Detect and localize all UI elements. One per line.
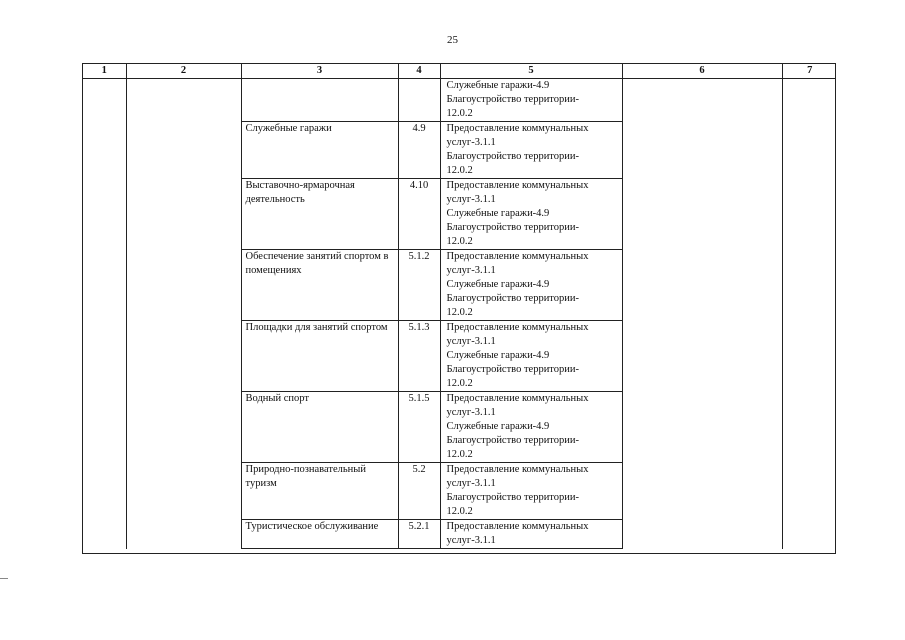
column-6-cell bbox=[622, 79, 782, 549]
auxiliary-use-line: Служебные гаражи-4.9 bbox=[446, 350, 550, 361]
auxiliary-use-line: Предоставление коммунальных bbox=[446, 251, 589, 262]
auxiliary-uses-cell bbox=[440, 250, 622, 321]
auxiliary-use-line: Предоставление коммунальных bbox=[446, 521, 589, 532]
scan-edge-mark bbox=[0, 578, 8, 579]
use-code-cell: 5.1.5 bbox=[398, 392, 440, 463]
auxiliary-uses-cell bbox=[440, 79, 622, 122]
column-header-2: 2 bbox=[126, 64, 241, 79]
use-name-cell bbox=[241, 79, 398, 122]
use-code-cell: 5.2.1 bbox=[398, 520, 440, 549]
header-row bbox=[83, 64, 836, 79]
use-code-cell: 5.1.2 bbox=[398, 250, 440, 321]
auxiliary-use-line: 12.0.2 bbox=[446, 108, 473, 119]
auxiliary-use-line: Служебные гаражи-4.9 bbox=[446, 208, 550, 219]
column-2-cell bbox=[126, 79, 241, 549]
auxiliary-use-line: услуг-3.1.1 bbox=[446, 265, 496, 276]
use-code-cell: 4.10 bbox=[398, 179, 440, 250]
auxiliary-use-line: услуг-3.1.1 bbox=[446, 137, 496, 148]
regulations-table bbox=[83, 64, 836, 549]
auxiliary-use-line: услуг-3.1.1 bbox=[446, 336, 496, 347]
auxiliary-use-line: Предоставление коммунальных bbox=[446, 464, 589, 475]
use-code-cell: 5.1.3 bbox=[398, 321, 440, 392]
column-header-3: 3 bbox=[241, 64, 398, 79]
table-row bbox=[83, 79, 836, 122]
auxiliary-use-line: Предоставление коммунальных bbox=[446, 123, 589, 134]
auxiliary-use-line: Благоустройство территории- bbox=[446, 364, 579, 375]
use-name-cell: Выставочно-ярмарочная деятельность bbox=[241, 179, 398, 250]
column-header-5: 5 bbox=[440, 64, 622, 79]
auxiliary-use-line: услуг-3.1.1 bbox=[446, 535, 496, 546]
auxiliary-uses-cell bbox=[440, 520, 622, 549]
use-name-cell: Природно-познавательный туризм bbox=[241, 463, 398, 520]
auxiliary-use-line: Благоустройство территории- bbox=[446, 151, 579, 162]
use-code-cell: 5.2 bbox=[398, 463, 440, 520]
auxiliary-uses-cell bbox=[440, 463, 622, 520]
auxiliary-use-line: Благоустройство территории- bbox=[446, 492, 579, 503]
auxiliary-use-line: услуг-3.1.1 bbox=[446, 478, 496, 489]
auxiliary-use-line: Благоустройство территории- bbox=[446, 222, 579, 233]
auxiliary-use-line: 12.0.2 bbox=[446, 307, 473, 318]
auxiliary-use-line: Служебные гаражи-4.9 bbox=[446, 80, 550, 91]
page-number: 25 bbox=[447, 34, 458, 46]
column-header-4: 4 bbox=[398, 64, 440, 79]
auxiliary-use-line: Благоустройство территории- bbox=[446, 435, 579, 446]
auxiliary-use-line: Предоставление коммунальных bbox=[446, 322, 589, 333]
use-code-cell: 4.9 bbox=[398, 122, 440, 179]
auxiliary-use-line: Предоставление коммунальных bbox=[446, 180, 589, 191]
regulations-table-frame bbox=[82, 63, 836, 554]
column-header-7: 7 bbox=[782, 64, 836, 79]
column-header-6: 6 bbox=[622, 64, 782, 79]
auxiliary-use-line: 12.0.2 bbox=[446, 506, 473, 517]
auxiliary-use-line: Служебные гаражи-4.9 bbox=[446, 421, 550, 432]
use-name-cell: Водный спорт bbox=[241, 392, 398, 463]
use-name-cell: Площадки для занятий спортом bbox=[241, 321, 398, 392]
auxiliary-use-line: Благоустройство территории- bbox=[446, 293, 579, 304]
auxiliary-uses-cell bbox=[440, 122, 622, 179]
column-7-cell bbox=[782, 79, 836, 549]
column-header-1: 1 bbox=[83, 64, 126, 79]
auxiliary-use-line: 12.0.2 bbox=[446, 378, 473, 389]
auxiliary-uses-cell bbox=[440, 179, 622, 250]
use-name-cell: Служебные гаражи bbox=[241, 122, 398, 179]
use-name-cell: Обеспечение занятий спортом в помещениях bbox=[241, 250, 398, 321]
use-name-cell: Туристическое обслуживание bbox=[241, 520, 398, 549]
use-code-cell bbox=[398, 79, 440, 122]
auxiliary-use-line: услуг-3.1.1 bbox=[446, 194, 496, 205]
auxiliary-use-line: Предоставление коммунальных bbox=[446, 393, 589, 404]
auxiliary-use-line: услуг-3.1.1 bbox=[446, 407, 496, 418]
auxiliary-use-line: Благоустройство территории- bbox=[446, 94, 579, 105]
auxiliary-uses-cell bbox=[440, 392, 622, 463]
auxiliary-use-line: 12.0.2 bbox=[446, 165, 473, 176]
auxiliary-use-line: Служебные гаражи-4.9 bbox=[446, 279, 550, 290]
table-body bbox=[83, 79, 836, 549]
column-1-cell bbox=[83, 79, 126, 549]
auxiliary-uses-cell bbox=[440, 321, 622, 392]
auxiliary-use-line: 12.0.2 bbox=[446, 449, 473, 460]
auxiliary-use-line: 12.0.2 bbox=[446, 236, 473, 247]
